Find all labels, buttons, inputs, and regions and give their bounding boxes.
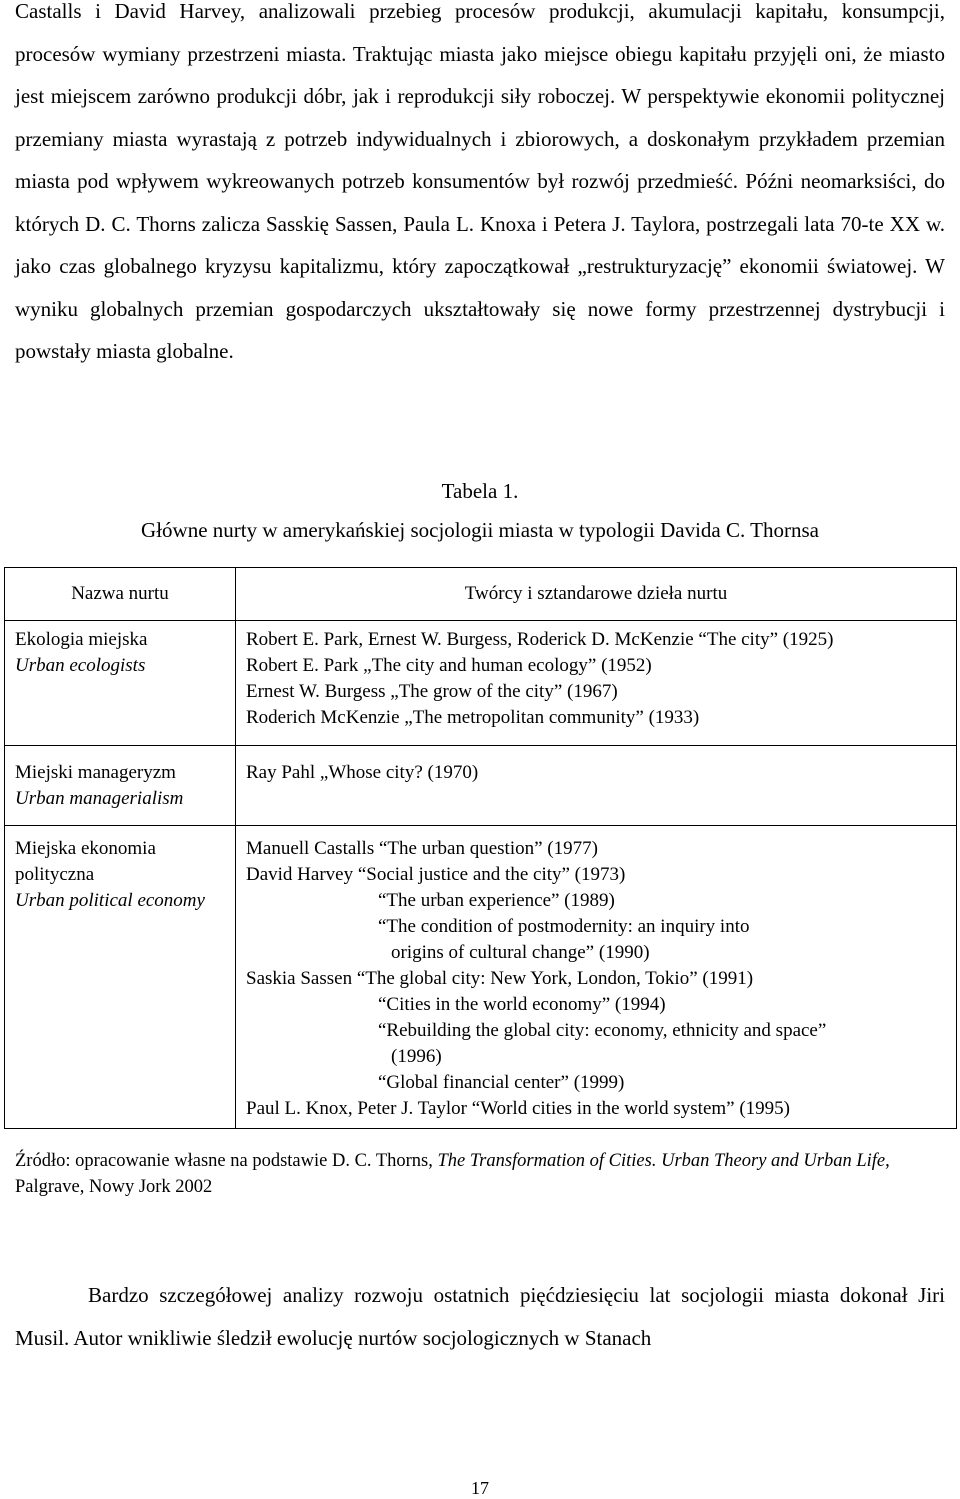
source-book-title: The Transformation of Cities. Urban Theory and Urban Life [437, 1151, 886, 1171]
work-line: Manuell Castalls “The urban question” (1977) [246, 838, 598, 859]
work-line: David Harvey “Social justice and the city” (1973) [246, 864, 626, 885]
current-name: Miejska ekonomia polityczna [15, 838, 156, 885]
page-number: 17 [471, 1478, 489, 1498]
current-name-cell [5, 826, 236, 1129]
header-name: Nazwa nurtu [5, 568, 236, 621]
source-prefix: Źródło: opracowanie własne na podstawie D. C. Thorns, [15, 1151, 438, 1171]
current-name: Ekologia miejska [15, 629, 148, 650]
current-name-english: Urban managerialism [15, 788, 184, 809]
table-source [15, 1148, 950, 1200]
works-cell [236, 621, 957, 746]
works-cell [236, 826, 957, 1129]
work-line: “Cities in the world economy” (1994) [378, 994, 666, 1015]
paragraph-intro: Castalls i David Harvey, analizowali przebieg procesów produkcji, akumulacji kapitału, konsumpcji, procesów wymiany przestrzeni miasta. Traktując miasta jako miejsce obiegu kapitału przyjęli oni, że miasto jest miejscem zarówno produkcji dóbr, jak i reprodukcji siły roboczej. W perspektywie ekonomii politycznej przemiany miasta wyrastają z potrzeb indywidualnych i zbiorowych, a doskonałym przykładem przemian miasta pod wpływem wykreowanych potrzeb konsumentów był rozwój przedmieść. Późni neomarksiści, do których D. C. Thorns zalicza Sasskię Sassen, Paula L. Knoxa i Petera J. Taylora, postrzegali lata 70-te XX w. jako czas globalnego kryzysu kapitalizmu, który zapoczątkował „restrukturyzację” ekonomii światowej. W wyniku globalnych przemian gospodarczych ukształtowały się nowe formy przestrzennej dystrybucji i powstały miasta globalne. [15, 0, 945, 363]
work-line: Saskia Sassen “The global city: New York, London, Tokio” (1991) [246, 968, 754, 989]
work-line: “Global financial center” (1999) [378, 1072, 625, 1093]
currents-table [4, 567, 957, 1129]
header-works: Twórcy i sztandarowe dzieła nurtu [236, 568, 957, 621]
table-row [5, 826, 957, 1129]
current-name-english: Urban ecologists [15, 655, 146, 676]
table-row [5, 621, 957, 746]
current-name-english: Urban political economy [15, 890, 205, 911]
source-suffix: , Palgrave, Nowy Jork 2002 [15, 1151, 890, 1197]
works-cell [236, 746, 957, 826]
work-line: “Rebuilding the global city: economy, ethnicity and space” [378, 1020, 827, 1041]
work-line: Ray Pahl „Whose city? (1970) [246, 762, 479, 783]
work-line: Roderich McKenzie „The metropolitan community” (1933) [246, 707, 700, 728]
work-line: Ernest W. Burgess „The grow of the city” (1967) [246, 681, 618, 702]
work-line: (1996) [391, 1046, 442, 1067]
current-name: Miejski manageryzm [15, 762, 176, 783]
table-title: Główne nurty w amerykańskiej socjologii miasta w typologii Davida C. Thornsa [141, 518, 819, 542]
table-number: Tabela 1. [441, 479, 519, 503]
table-row [5, 746, 957, 826]
table-header-row [5, 568, 957, 621]
current-name-cell [5, 746, 236, 826]
work-line: origins of cultural change” (1990) [391, 942, 650, 963]
work-line: Robert E. Park „The city and human ecology” (1952) [246, 655, 652, 676]
work-line: Robert E. Park, Ernest W. Burgess, Roderick D. McKenzie “The city” (1925) [246, 629, 834, 650]
work-line: “The condition of postmodernity: an inquiry into [378, 916, 750, 937]
current-name-cell [5, 621, 236, 746]
work-line: “The urban experience” (1989) [378, 890, 615, 911]
work-line: Paul L. Knox, Peter J. Taylor “World cities in the world system” (1995) [246, 1098, 790, 1119]
paragraph-continuation: Bardzo szczegółowej analizy rozwoju ostatnich pięćdziesięciu lat socjologii miasta dokonał Jiri Musil. Autor wnikliwie śledził ewolucję nurtów socjologicznych w Stanach [15, 1283, 945, 1350]
